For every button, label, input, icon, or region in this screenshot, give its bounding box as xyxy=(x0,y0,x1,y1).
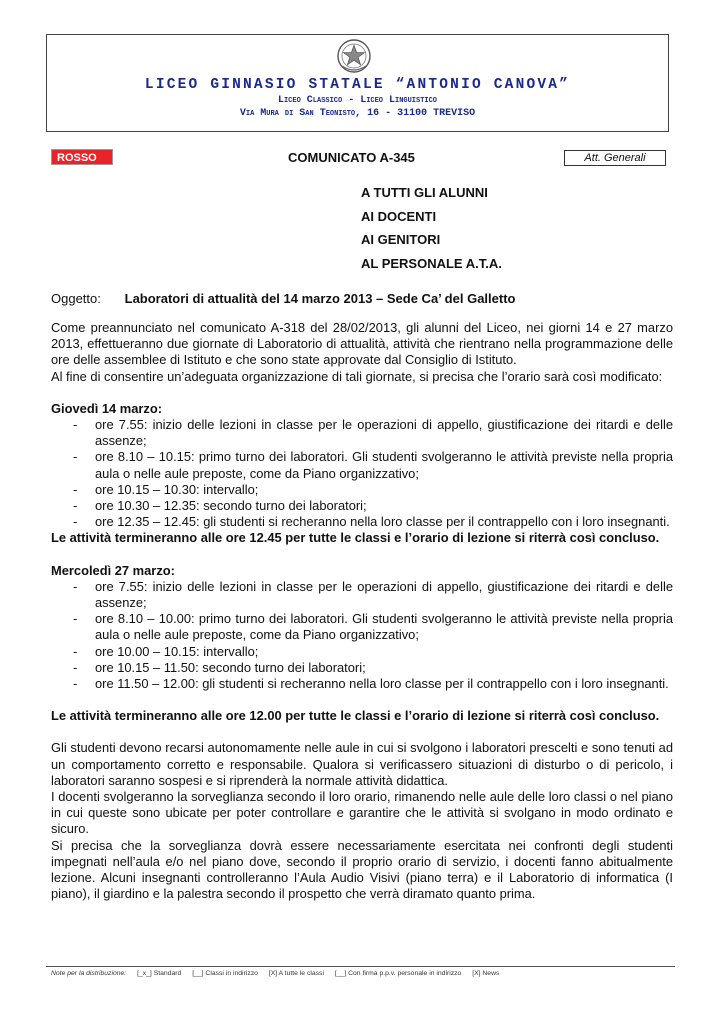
subject-label: Oggetto: xyxy=(51,291,101,306)
subject-line xyxy=(51,291,515,306)
document-body xyxy=(51,320,673,903)
list-item: - ore 12.35 – 12.45: gli studenti si recheranno nella loro classe per il contrappello con i loro insegnanti. xyxy=(73,514,670,530)
list-item: - ore 10.00 – 10.15: intervallo; xyxy=(73,643,259,659)
school-address: Via Mura di San Teonisto, 16 - 31100 TREVISO xyxy=(239,108,476,119)
distribution-option: [__] Con firma p.p.v. personale in indirizzo xyxy=(334,970,462,977)
italian-republic-emblem-icon xyxy=(336,38,372,74)
distribution-note-label: Note per la distribuzione: xyxy=(51,970,127,977)
comunicato-number: COMUNICATO A-345 xyxy=(288,150,415,165)
recipient: AI GENITORI xyxy=(361,232,441,247)
day-2-title: Mercoledì 27 marzo: xyxy=(51,562,175,578)
intro-paragraph-2: Al fine di consentire un’adeguata organizzazione di tali giornate, si precisa che l’orario sarà così modificato: xyxy=(51,368,663,384)
list-item: - ore 10.30 – 12.35: secondo turno dei laboratori; xyxy=(73,498,367,514)
day-1-conclusion: Le attività termineranno alle ore 12.45 per tutte le classi e l’orario di lezione si riterrà così concluso. xyxy=(51,530,660,546)
category-box: Att. Generali xyxy=(564,150,666,166)
list-item: - ore 7.55: inizio delle lezioni in classe per le operazioni di appello, giustificazione dei ritardi e delle assenze; xyxy=(73,417,673,449)
intro-paragraph: Come preannunciato nel comunicato A-318 del 28/02/2013, gli alunni del Liceo, nei giorni 14 e 27 marzo 2013, effettueranno due giornate di Laboratorio di attualità, attività che rientrano nella programmazione delle ore delle assemblee di Istituto e che sono state approvate dal Consiglio di Istituto. xyxy=(51,320,673,368)
list-item: - ore 11.50 – 12.00: gli studenti si recheranno nella loro classe per il contrappello con i loro insegnanti. xyxy=(73,676,669,692)
closing-paragraph: I docenti svolgeranno la sorveglianza secondo il loro orario, rimanendo nelle aule delle loro classi o nel piano in cui queste sono ubicate per poter controllare e garantire che le attività si svolgano in modo ordinato e sicuro. xyxy=(51,789,673,837)
closing-paragraph: Gli studenti devono recarsi autonomamente nelle aule in cui si svolgono i laboratori prescelti e sono tenuti ad un comportamento corretto e responsabile. Qualora si verificassero situazioni di disturbo o di pericolo, i laboratori saranno sospesi e si riprenderà la normale attività didattica. xyxy=(51,740,673,788)
priority-badge: ROSSO xyxy=(51,149,113,165)
distribution-option: [X] A tutte le classi xyxy=(268,970,324,977)
recipient: AL PERSONALE A.T.A. xyxy=(361,255,502,271)
distribution-option: [_x_] Standard xyxy=(137,970,182,977)
school-subtitle: Liceo Classico - Liceo Linguistico xyxy=(277,95,438,106)
recipients-list xyxy=(361,181,502,275)
distribution-option: [__] Classi in indirizzo xyxy=(192,970,258,977)
closing-paragraph: Si precisa che la sorveglianza dovrà essere necessariamente esercitata nei confronti degli studenti impegnati nell’aula e/o nel piano dove, secondo il proprio orario di servizio, i docenti fanno abitualmente lezione. Alcuni insegnanti controlleranno l’Aula Audio Visivi (piano terra) e il Laboratorio di informatica (I piano), il giardino e la palestra secondo il prospetto che verrà diramato quanto prima. xyxy=(51,837,673,902)
recipient: AI DOCENTI xyxy=(361,208,437,224)
list-item: - ore 8.10 – 10.15: primo turno dei laboratori. Gli studenti svolgeranno le attività previste nella propria aula o nelle aule preposte, come da Piano organizzativo; xyxy=(73,449,673,481)
day-1-schedule xyxy=(51,417,673,530)
distribution-footer xyxy=(51,970,508,977)
school-name: LICEO GINNASIO STATALE “ANTONIO CANOVA” xyxy=(144,77,571,93)
day-2-schedule xyxy=(51,579,673,692)
day-2-conclusion: Le attività termineranno alle ore 12.00 per tutte le classi e l’orario di lezione si riterrà così concluso. xyxy=(51,708,660,724)
day-1-title: Giovedì 14 marzo: xyxy=(51,400,163,416)
letterhead xyxy=(46,34,669,132)
list-item: - ore 8.10 – 10.00: primo turno dei laboratori. Gli studenti svolgeranno le attività previste nella propria aula o nelle aule preposte, come da Piano organizzativo; xyxy=(73,611,673,643)
list-item: - ore 7.55: inizio delle lezioni in classe per le operazioni di appello, giustificazione dei ritardi e delle assenze; xyxy=(73,578,673,611)
subject-text: Laboratori di attualità del 14 marzo 2013 – Sede Ca’ del Galletto xyxy=(124,291,516,306)
distribution-option: [X] News xyxy=(472,970,500,977)
footer-divider xyxy=(46,966,675,967)
recipient: A TUTTI GLI ALUNNI xyxy=(361,185,488,200)
list-item: - ore 10.15 – 11.50: secondo turno dei laboratori; xyxy=(73,659,366,675)
list-item: - ore 10.15 – 10.30: intervallo; xyxy=(73,481,259,497)
